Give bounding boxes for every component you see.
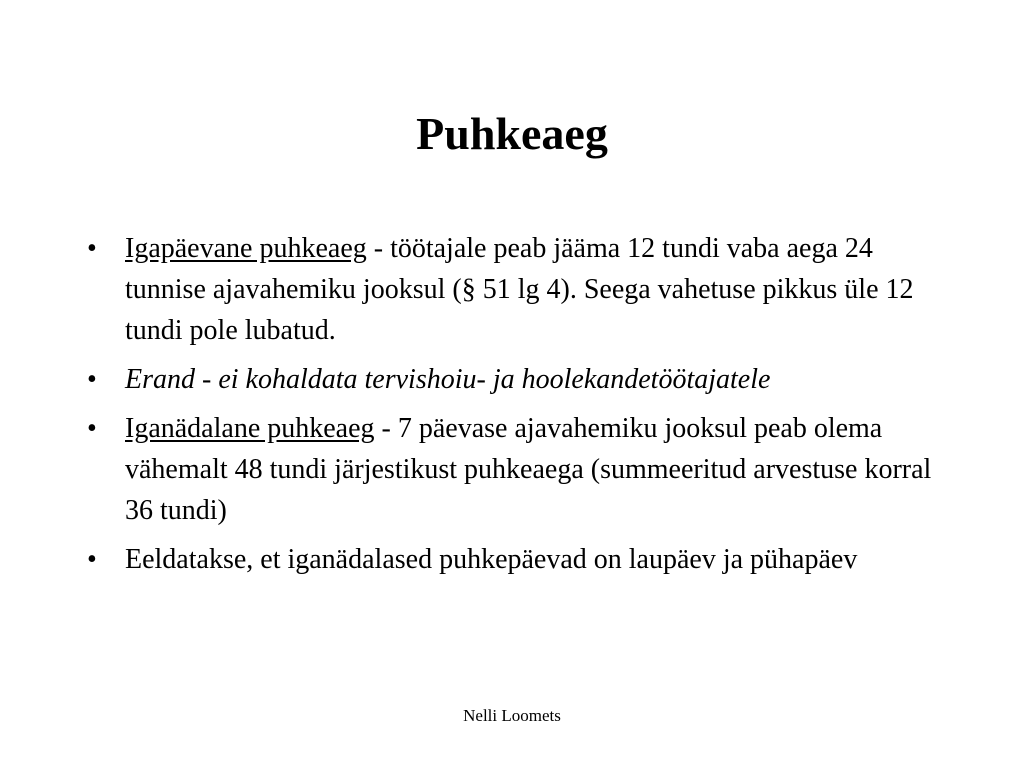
bullet-icon: • <box>87 544 97 575</box>
bullet-term: Igapäevane puhkeaeg <box>125 233 367 264</box>
slide-footer-author: Nelli Loomets <box>463 706 561 725</box>
bullet-term: Iganädalane puhkeaeg <box>125 413 375 444</box>
bullet-text: - 7 päevase ajavahemiku jooksul peab olema vähemalt 48 tundi järjestikust puhkeaega (summeeritud arvestuse korral 36 tundi) <box>125 413 932 526</box>
bullet-item-weekly-rest <box>87 408 937 531</box>
bullet-icon: • <box>87 233 97 264</box>
bullet-icon: • <box>87 413 97 444</box>
bullet-icon: • <box>87 364 97 395</box>
bullet-item-exception <box>87 359 937 400</box>
bullet-text: - töötajale peab jääma 12 tundi vaba aega 24 tunnise ajavahemiku jooksul (§ 51 lg 4). Seega vahetuse pikkus üle 12 tundi pole lubatud. <box>125 233 914 346</box>
bullet-text: Erand - ei kohaldata tervishoiu- ja hoolekandetöötajatele <box>125 364 771 395</box>
bullet-item-rest-days <box>87 539 937 580</box>
bullet-item-daily-rest <box>87 228 937 351</box>
slide-title: Puhkeaeg <box>416 108 608 159</box>
bullet-list <box>87 228 937 588</box>
bullet-text: Eeldatakse, et iganädalased puhkepäevad on laupäev ja pühapäev <box>125 544 858 575</box>
